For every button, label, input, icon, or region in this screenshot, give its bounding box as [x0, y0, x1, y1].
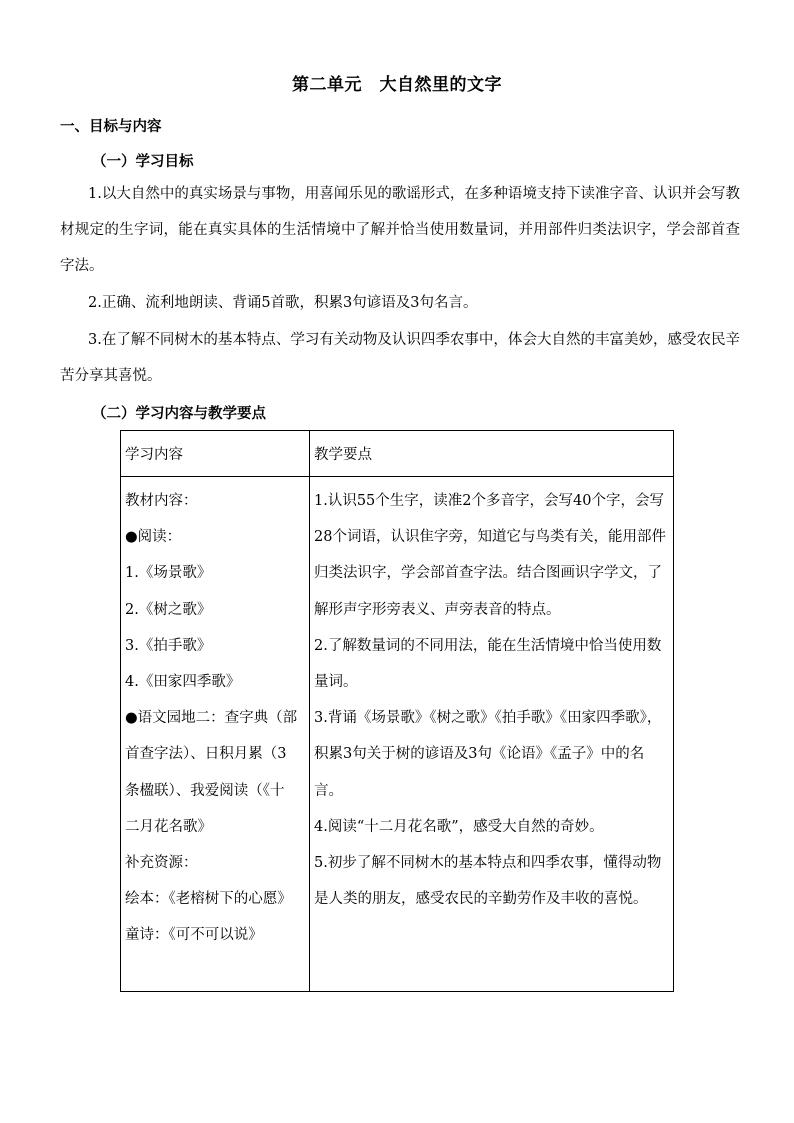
content-table — [120, 430, 674, 992]
content-line: ●阅读： — [125, 529, 182, 546]
learning-content-cell — [121, 477, 310, 992]
teaching-point-5: 5.初步了解不同树木的基本特点和四季农事，懂得动物是人类的朋友，感受农民的辛勤劳作及丰收的喜悦。 — [314, 855, 662, 908]
content-line: 教材内容： — [125, 493, 198, 509]
content-line: 3.《拍手歌》 — [125, 637, 212, 654]
content-line: 4.《田家四季歌》 — [125, 674, 241, 691]
content-line: 绘本：《老榕树下的心愿》 — [125, 891, 292, 908]
content-line: ●语文园地二：查字典（部 — [125, 710, 298, 727]
goal-paragraph-2: 2.正确、流利地朗读、背诵5首歌，积累3句谚语及3句名言。 — [88, 295, 478, 311]
section-heading-goals-content: 一、目标与内容 — [60, 118, 162, 135]
table-header-row — [121, 431, 674, 477]
teaching-point-3: 3.背诵《场景歌》《树之歌》《拍手歌》《田家四季歌》，积累3句关于树的谚语及3句《论语》《孟子》中的名言。 — [314, 710, 662, 799]
teaching-point-2: 2.了解数量词的不同用法，能在生活情境中恰当使用数量词。 — [314, 637, 662, 691]
teaching-point-1: 1.认识55个生字，读准2个多音字，会写40个字，会写28个词语，认识隹字旁，知道它与鸟类有关，能用部件归类法识字，学会部首查字法。结合图画识字学文，了解形声字形旁表义、声旁表音的特点。 — [314, 493, 666, 618]
teaching-points-cell — [310, 477, 674, 992]
content-line: 二月花名歌》 — [125, 818, 212, 835]
content-line: 条楹联）、我爱阅读（《十 — [125, 782, 285, 799]
subsection-heading-content-key-points: （二）学习内容与教学要点 — [92, 405, 266, 422]
content-line: 童诗：《可不可以说》 — [125, 927, 263, 944]
subsection-heading-learning-goals: （一）学习目标 — [92, 153, 194, 170]
content-line: 1.《场景歌》 — [125, 565, 212, 582]
teaching-point-4: 4.阅读“十二月花名歌”，感受大自然的奇妙。 — [314, 818, 604, 835]
header-teaching-points: 教学要点 — [310, 431, 674, 477]
page-title: 第二单元 大自然里的文字 — [292, 75, 502, 95]
table-row — [121, 477, 674, 992]
content-line: 2.《树之歌》 — [125, 601, 212, 618]
content-line: 首查字法）、日积月累（3 — [125, 746, 287, 763]
goal-paragraph-3: 3.在了解不同树木的基本特点、学习有关动物及认识四季农事中，体会大自然的丰富美妙，感受农民辛苦分享其喜悦。 — [60, 332, 740, 384]
goal-paragraph-1: 1.以大自然中的真实场景与事物，用喜闻乐见的歌谣形式，在多种语境支持下读准字音、认识并会写教材规定的生字词，能在真实具体的生活情境中了解并恰当使用数量词，并用部件归类法识字，学会部首查字法。 — [60, 186, 740, 274]
content-line: 补充资源： — [125, 855, 198, 872]
header-learning-content: 学习内容 — [121, 431, 310, 477]
